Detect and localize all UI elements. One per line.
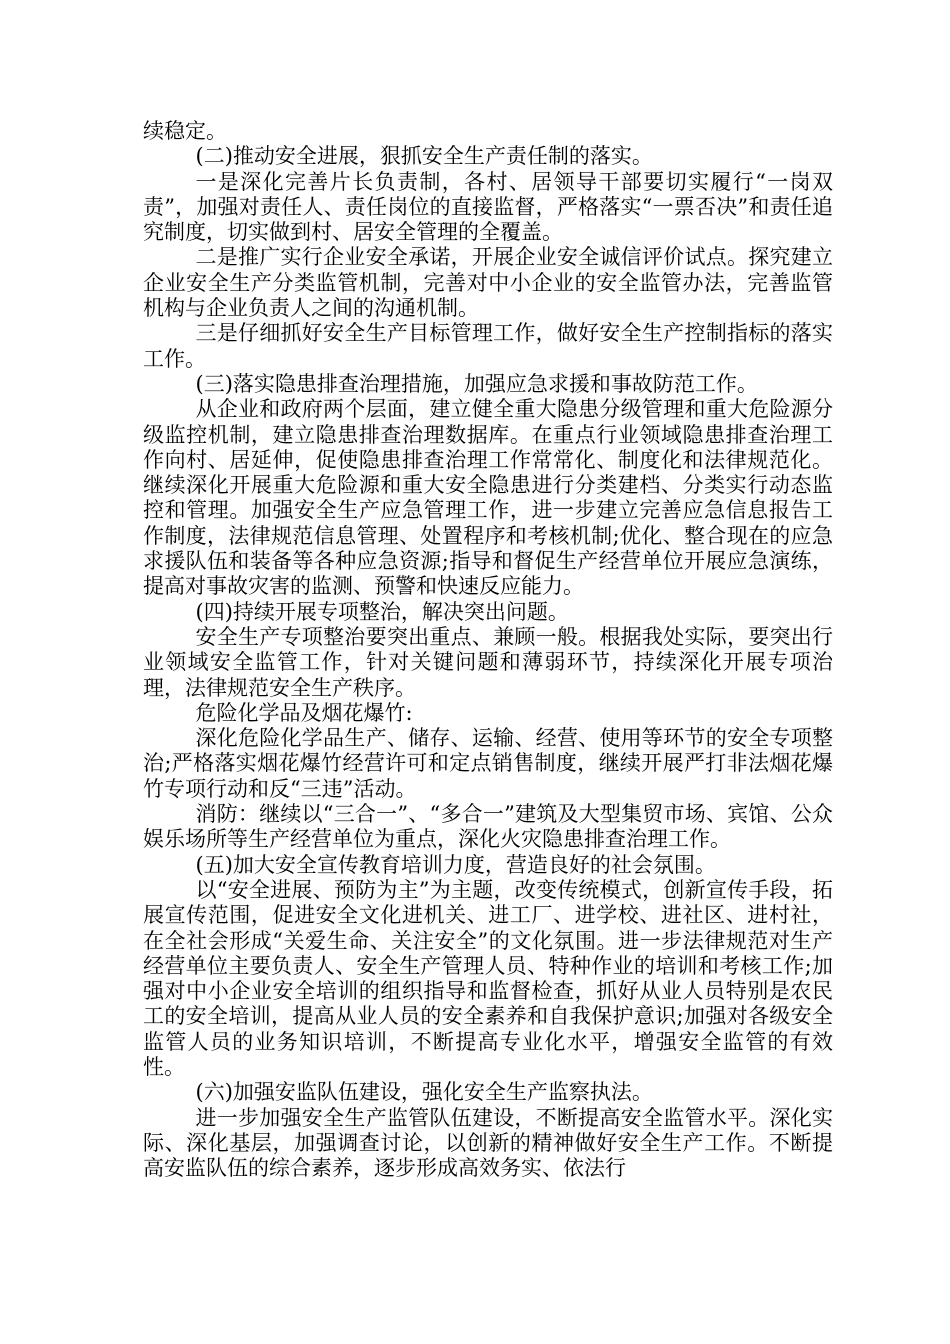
section-heading-2: (二)推动安全进展，狠抓安全生产责任制的落实。	[195, 144, 653, 169]
paragraph: 从企业和政府两个层面，建立健全重大隐患分级管理和重大危险源分级监控机制，建立隐患排查治理数据库。在重点行业领域隐患排查治理工作向村、居延伸，促使隐患排查治理工作常常化、制度化和法律规范化。继续深化开展重大危险源和重大安全隐患进行分类建档、分类实行动态监控和管理。加强安全生产应急管理工作，进一步建立完善应急信息报告工作制度，法律规范信息管理、处置程序和考核机制;优化、整合现在的应急求援队伍和装备等各种应急资源;指导和督促生产经营单位开展应急演练，提高对事故灾害的监测、预警和快速反应能力。	[143, 397, 833, 599]
paragraph: 深化危险化学品生产、储存、运输、经营、使用等环节的安全专项整治;严格落实烟花爆竹经营许可和定点销售制度，继续开展严打非法烟花爆竹专项行动和反“三违”活动。	[143, 726, 833, 801]
paragraph: 三是仔细抓好安全生产目标管理工作，做好安全生产控制指标的落实工作。	[143, 321, 833, 371]
paragraph: 二是推广实行企业安全承诺，开展企业安全诚信评价试点。探究建立企业安全生产分类监管机制，完善对中小企业的安全监管办法，完善监管机构与企业负责人之间的沟通机制。	[143, 245, 833, 321]
paragraph: 安全生产专项整治要突出重点、兼顾一般。根据我处实际，要突出行业领域安全监管工作，针对关键问题和薄弱环节，持续深化开展专项治理，法律规范安全生产秩序。	[143, 624, 833, 700]
section-heading-6: (六)加强安监队伍建设，强化安全生产监察执法。	[195, 1080, 653, 1105]
section-heading-3: (三)落实隐患排查治理措施，加强应急求援和事故防范工作。	[195, 371, 758, 396]
section-heading-5: (五)加大安全宣传教育培训力度，营造良好的社会氛围。	[195, 852, 716, 877]
paragraph-fire-safety: 消防：继续以“三合一”、“多合一”建筑及大型集贸市场、宾馆、公众娱乐场所等生产经营单位为重点，深化火灾隐患排查治理工作。	[143, 802, 833, 852]
section-heading-4: (四)持续开展专项整治，解决突出问题。	[195, 599, 569, 624]
paragraph: 进一步加强安全生产监管队伍建设，不断提高安全监管水平。深化实际、深化基层，加强调查讨论，以创新的精神做好安全生产工作。不断提高安监队伍的综合素养，逐步形成高效务实、依法行	[143, 1105, 833, 1181]
document-body	[143, 119, 833, 1181]
paragraph: 一是深化完善片长负责制，各村、居领导干部要切实履行“一岗双责”，加强对责任人、责任岗位的直接监督，严格落实“一票否决”和责任追究制度，切实做到村、居安全管理的全覆盖。	[143, 169, 833, 245]
subheading-hazardous-chemicals: 危险化学品及烟花爆竹:	[195, 700, 413, 725]
paragraph-continuation: 续稳定。	[143, 119, 227, 143]
paragraph: 以“安全进展、预防为主”为主题，改变传统模式，创新宣传手段，拓展宣传范围，促进安全文化进机关、进工厂、进学校、进社区、进村社，在全社会形成“关爱生命、关注安全”的文化氛围。进一步法律规范对生产经营单位主要负责人、安全生产管理人员、特种作业的培训和考核工作;加强对中小企业安全培训的组织指导和监督检查，抓好从业人员特别是农民工的安全培训，提高从业人员的安全素养和自我保护意识;加强对各级安全监管人员的业务知识培训，不断提高专业化水平，增强安全监管的有效性。	[143, 877, 833, 1079]
